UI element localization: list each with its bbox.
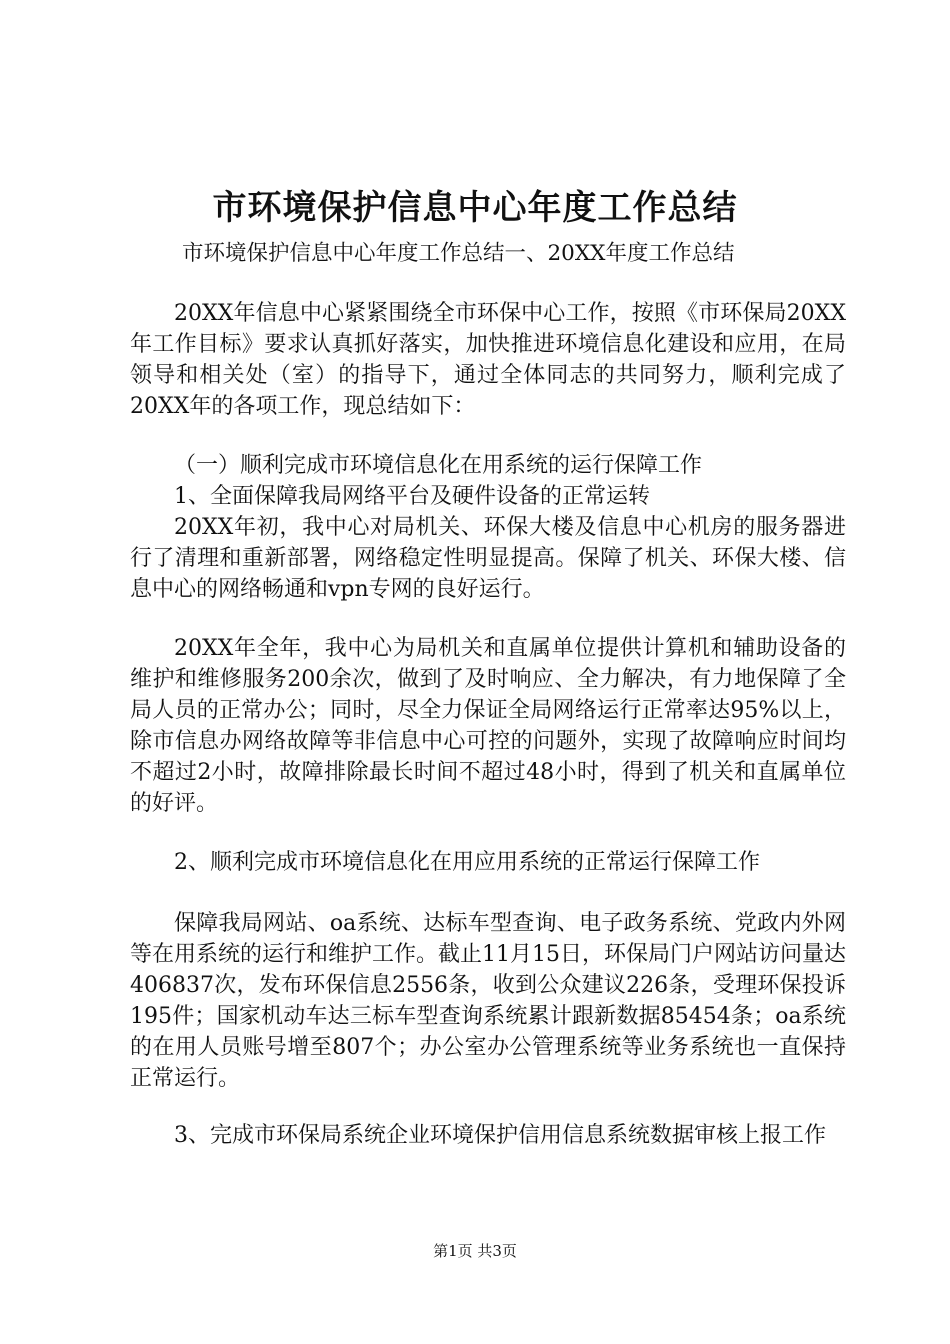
item-2-paragraph: 保障我局网站、oa系统、达标车型查询、电子政务系统、党政内外网等在用系统的运行和维护工作。截止11月15日，环保局门户网站访问量达406837次，发布环保信息2556条，收到公众建议226条，受理环保投诉195件；国家机动车达三标车型查询系统累计跟新数据85454条；oa系统的在用人员账号增至807个；办公室办公管理系统等业务系统也一直保持正常运行。 <box>130 911 846 1091</box>
item-3-heading: 3、完成市环保局系统企业环境保护信用信息系统数据审核上报工作 <box>174 1123 826 1148</box>
item-2-heading: 2、顺利完成市环境信息化在用应用系统的正常运行保障工作 <box>174 850 760 875</box>
item-1-paragraph-2: 20XX年全年，我中心为局机关和直属单位提供计算机和辅助设备的维护和维修服务200余次，做到了及时响应、全力解决，有力地保障了全局人员的正常办公；同时，尽全力保证全局网络运行正常率达95%以上，除市信息办网络故障等非信息中心可控的问题外，实现了故障响应时间均不超过2小时，故障排除最长时间不超过48小时，得到了机关和直属单位的好评。 <box>130 636 846 816</box>
document-title: 市环境保护信息中心年度工作总结 <box>212 188 738 228</box>
intro-paragraph: 20XX年信息中心紧紧围绕全市环保中心工作，按照《市环保局20XX年工作目标》要求认真抓好落实，加快推进环境信息化建设和应用，在局领导和相关处（室）的指导下，通过全体同志的共同努力，顺利完成了20XX年的各项工作，现总结如下： <box>130 301 846 419</box>
page-number: 第1页 共3页 <box>433 1242 517 1260</box>
item-1-heading: 1、全面保障我局网络平台及硬件设备的正常运转 <box>174 484 650 509</box>
section-1-heading: （一）顺利完成市环境信息化在用系统的运行保障工作 <box>174 453 703 478</box>
document-subtitle: 市环境保护信息中心年度工作总结一、20XX年度工作总结 <box>182 241 735 266</box>
item-1-paragraph-1: 20XX年初，我中心对局机关、环保大楼及信息中心机房的服务器进行了清理和重新部署，网络稳定性明显提高。保障了机关、环保大楼、信息中心的网络畅通和vpn专网的良好运行。 <box>130 515 846 602</box>
